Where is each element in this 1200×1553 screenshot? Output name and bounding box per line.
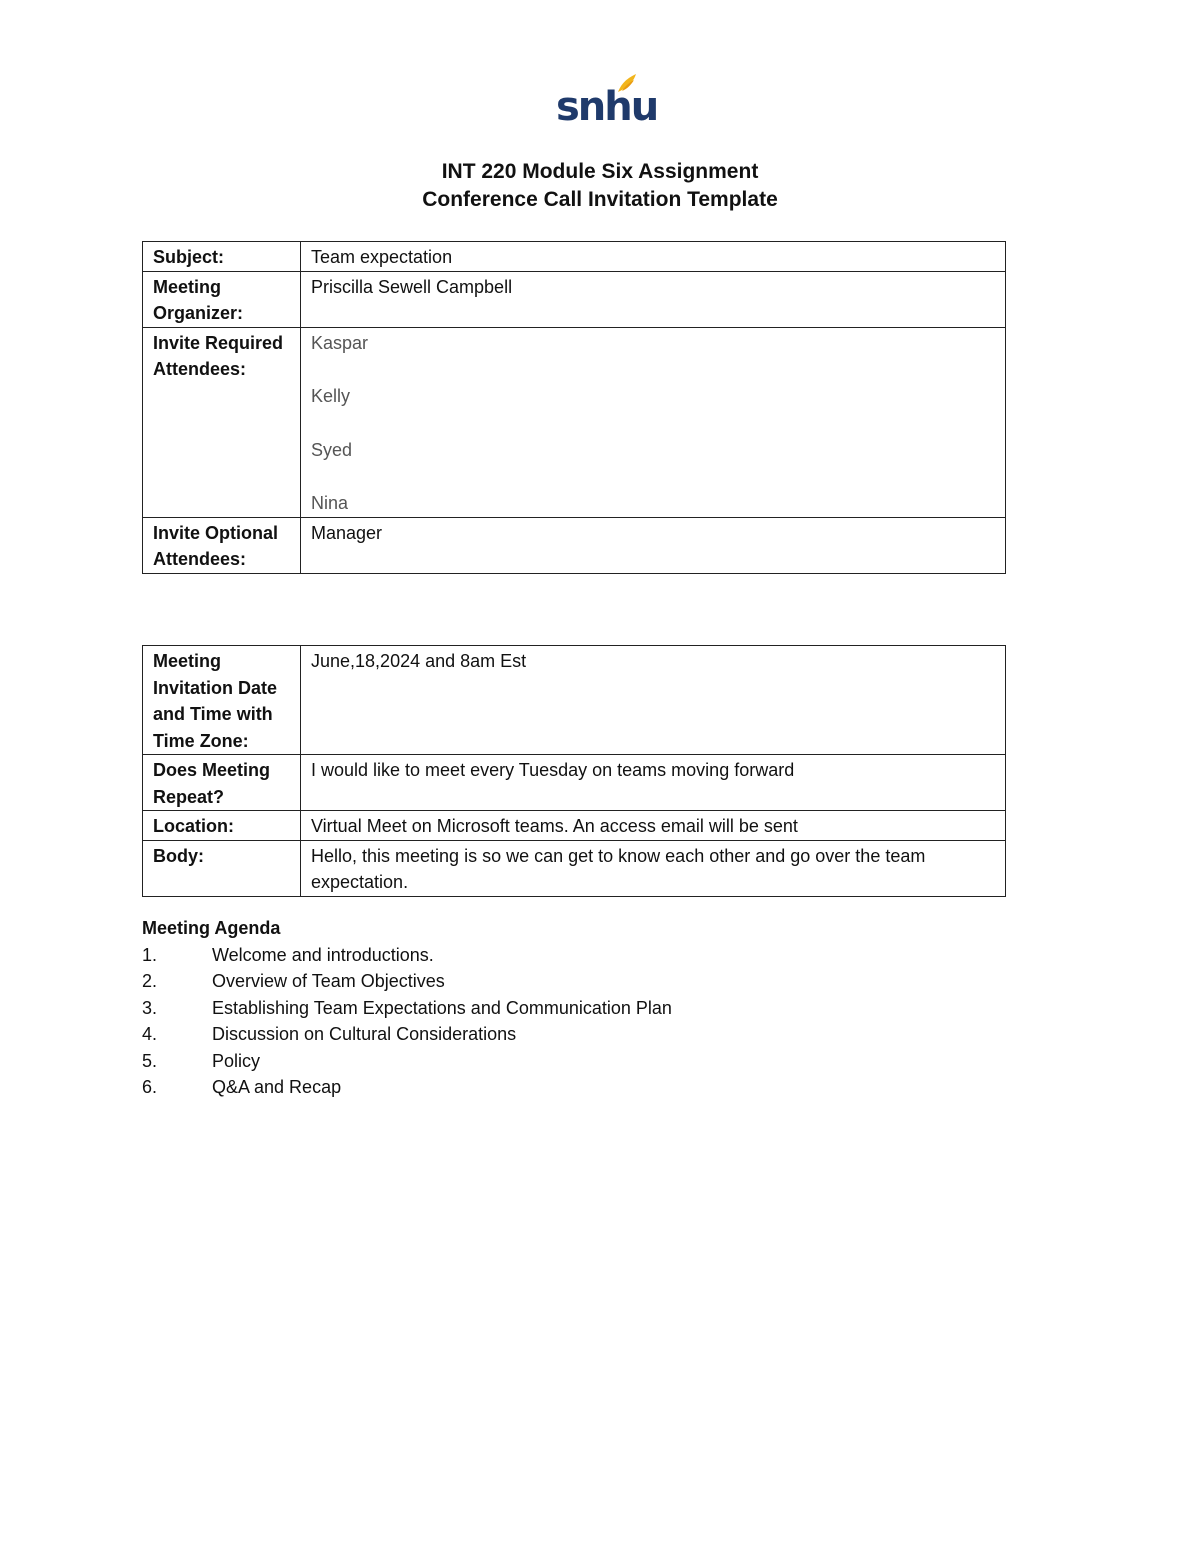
agenda-item-text: Establishing Team Expectations and Communication Plan <box>212 997 672 1018</box>
required-attendees-label: Invite Required Attendees: <box>143 327 301 517</box>
snhu-logo <box>556 72 658 136</box>
agenda-item-text: Overview of Team Objectives <box>212 971 445 991</box>
agenda-item-number: 2. <box>142 971 158 991</box>
location-value: Virtual Meet on Microsoft teams. An access email will be sent <box>301 811 1006 841</box>
required-attendees-row <box>143 327 1006 517</box>
subject-row <box>143 242 1006 272</box>
location-row <box>143 811 1006 841</box>
repeat-row <box>143 755 1006 811</box>
logo-wordmark: snhu <box>556 84 658 130</box>
body-value: Hello, this meeting is so we can get to know each other and go over the team expectation. <box>301 840 1006 896</box>
location-label: Location: <box>143 811 301 841</box>
agenda-item <box>142 968 1006 995</box>
document-title <box>0 158 1200 214</box>
optional-attendees-row <box>143 517 1006 573</box>
organizer-label: Meeting Organizer: <box>143 271 301 327</box>
body-label: Body: <box>143 840 301 896</box>
meeting-details-table <box>142 645 1006 897</box>
repeat-value: I would like to meet every Tuesday on teams moving forward <box>301 755 1006 811</box>
attendee-item: Syed <box>311 439 353 460</box>
agenda-item <box>142 995 1006 1022</box>
agenda-item-number: 1. <box>142 944 158 965</box>
agenda-item <box>142 1074 1006 1101</box>
agenda-item-text: Policy <box>212 1050 261 1071</box>
attendee-item: Kaspar <box>311 332 369 353</box>
invitation-details-table <box>142 241 1006 574</box>
agenda-title: Meeting Agenda <box>142 918 281 938</box>
organizer-row <box>143 271 1006 327</box>
meeting-agenda <box>142 915 1006 1101</box>
agenda-item-number: 3. <box>142 997 158 1018</box>
title-line-2: Conference Call Invitation Template <box>422 188 778 211</box>
agenda-item-number: 5. <box>142 1050 158 1071</box>
datetime-value: June,18,2024 and 8am Est <box>301 646 1006 755</box>
required-attendees-list <box>301 327 1006 517</box>
subject-label: Subject: <box>143 242 301 272</box>
optional-attendees-label: Invite Optional Attendees: <box>143 517 301 573</box>
agenda-item-text: Discussion on Cultural Considerations <box>212 1024 517 1044</box>
repeat-label: Does Meeting Repeat? <box>143 755 301 811</box>
body-row <box>143 840 1006 896</box>
agenda-item-text: Welcome and introductions. <box>212 944 434 965</box>
attendee-item: Nina <box>311 493 349 513</box>
subject-value: Team expectation <box>301 242 1006 272</box>
agenda-item <box>142 1021 1006 1048</box>
optional-attendees-value: Manager <box>301 517 1006 573</box>
agenda-item-number: 6. <box>142 1077 158 1097</box>
datetime-label: Meeting Invitation Date and Time with Time Zone: <box>143 646 301 755</box>
title-line-1: INT 220 Module Six Assignment <box>441 160 759 183</box>
agenda-item <box>142 1048 1006 1075</box>
agenda-item-text: Q&A and Recap <box>212 1077 342 1097</box>
datetime-row <box>143 646 1006 755</box>
organizer-value: Priscilla Sewell Campbell <box>301 271 1006 327</box>
attendee-item: Kelly <box>311 386 351 406</box>
agenda-item <box>142 942 1006 969</box>
agenda-item-number: 4. <box>142 1024 158 1044</box>
